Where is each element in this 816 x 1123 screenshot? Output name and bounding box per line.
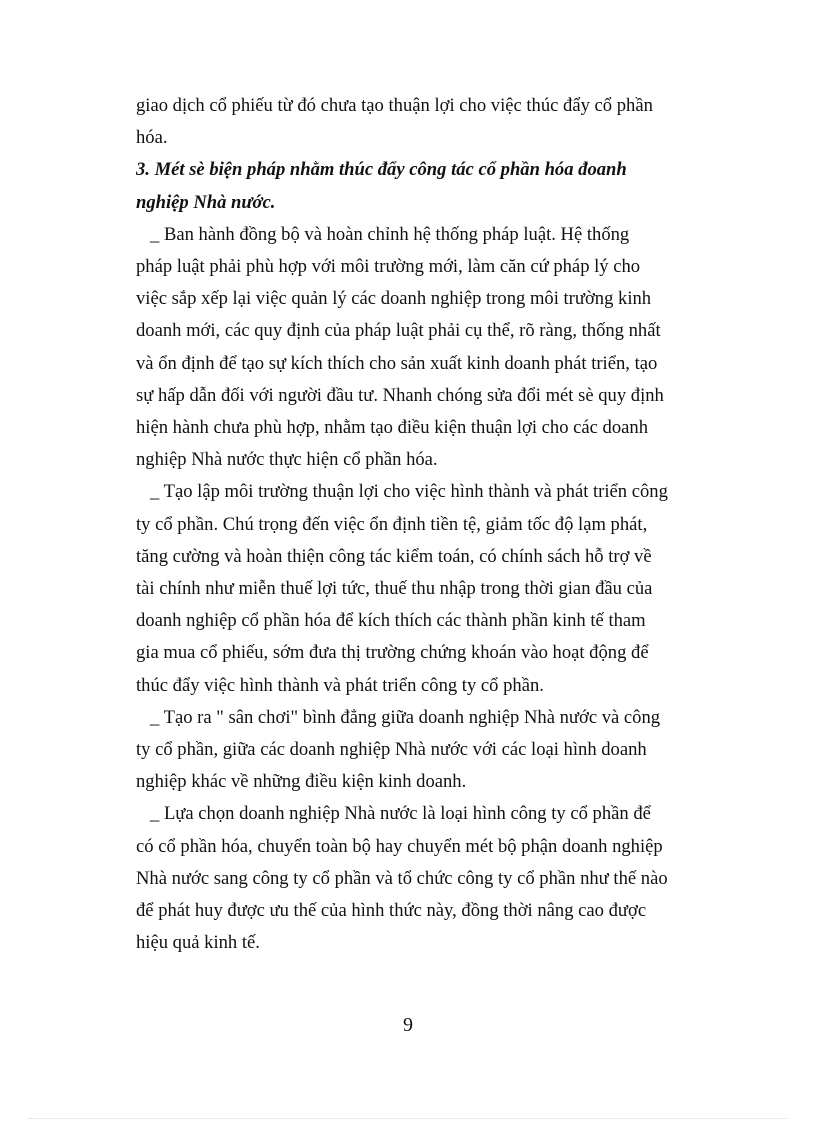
text-line: _ Tạo lập môi trường thuận lợi cho việc hình thành và phát triển công <box>150 481 668 503</box>
intro-paragraph <box>136 90 726 154</box>
text-line: _ Ban hành đồng bộ và hoàn chỉnh hệ thống pháp luật. Hệ thống <box>150 223 630 245</box>
paragraph-enterprise-selection <box>136 798 726 959</box>
text-line: pháp luật phải phù hợp với môi trường mới, làm căn cứ pháp lý cho <box>136 256 641 278</box>
paragraph-environment <box>136 476 726 701</box>
text-line: nghiệp khác về những điều kiện kinh doanh. <box>136 771 467 793</box>
text-line: gia mua cổ phiếu, sớm đưa thị trường chứng khoán vào hoạt động để <box>136 642 649 664</box>
footer-divider <box>28 1118 788 1119</box>
text-line: doanh mới, các quy định của pháp luật phải cụ thể, rõ ràng, thống nhất <box>136 320 661 342</box>
text-line: hóa. <box>136 127 168 149</box>
page-number: 9 <box>403 1014 413 1036</box>
text-line: nghiệp Nhà nước thực hiện cổ phần hóa. <box>136 449 438 471</box>
text-line: doanh nghiệp cổ phần hóa để kích thích các thành phần kinh tế tham <box>136 610 646 632</box>
text-line: _ Lựa chọn doanh nghiệp Nhà nước là loại hình công ty cổ phần để <box>150 803 651 825</box>
text-line: có cổ phần hóa, chuyển toàn bộ hay chuyển mét bộ phận doanh nghiệp <box>136 835 663 857</box>
paragraph-level-playing-field <box>136 702 726 799</box>
paragraph-legal-system <box>136 219 726 477</box>
text-line: sự hấp dẫn đối với người đầu tư. Nhanh chóng sửa đổi mét sè quy định <box>136 384 664 406</box>
section-heading <box>136 154 726 218</box>
text-line: để phát huy được ưu thế của hình thức này, đồng thời nâng cao được <box>136 900 647 922</box>
text-line: thúc đẩy việc hình thành và phát triển công ty cổ phần. <box>136 674 544 696</box>
text-line: _ Tạo ra " sân chơi" bình đẳng giữa doanh nghiệp Nhà nước và công <box>150 706 661 728</box>
text-line: việc sắp xếp lại việc quản lý các doanh nghiệp trong môi trường kinh <box>136 288 652 310</box>
text-line: và ổn định để tạo sự kích thích cho sản xuất kinh doanh phát triển, tạo <box>136 352 658 374</box>
text-line: tăng cường và hoàn thiện công tác kiểm toán, có chính sách hỗ trợ về <box>136 545 652 567</box>
text-line: ty cổ phần. Chú trọng đến việc ổn định tiền tệ, giảm tốc độ lạm phát, <box>136 513 648 535</box>
heading-line: nghiệp Nhà nước. <box>136 191 276 213</box>
text-line: giao dịch cổ phiếu từ đó chưa tạo thuận lợi cho việc thúc đẩy cổ phần <box>136 95 653 116</box>
text-line: ty cổ phần, giữa các doanh nghiệp Nhà nước với các loại hình doanh <box>136 739 647 761</box>
text-line: Nhà nước sang công ty cổ phần và tổ chức công ty cổ phần như thế nào <box>136 867 668 889</box>
text-line: hiện hành chưa phù hợp, nhằm tạo điều kiện thuận lợi cho các doanh <box>136 417 648 439</box>
heading-line: 3. Mét sè biện pháp nhằm thúc đẩy công tác cổ phần hóa đoanh <box>136 159 627 181</box>
document-body <box>136 90 726 959</box>
text-line: tài chính như miễn thuế lợi tức, thuế thu nhập trong thời gian đầu của <box>136 578 653 600</box>
text-line: hiệu quả kinh tế. <box>136 932 260 954</box>
